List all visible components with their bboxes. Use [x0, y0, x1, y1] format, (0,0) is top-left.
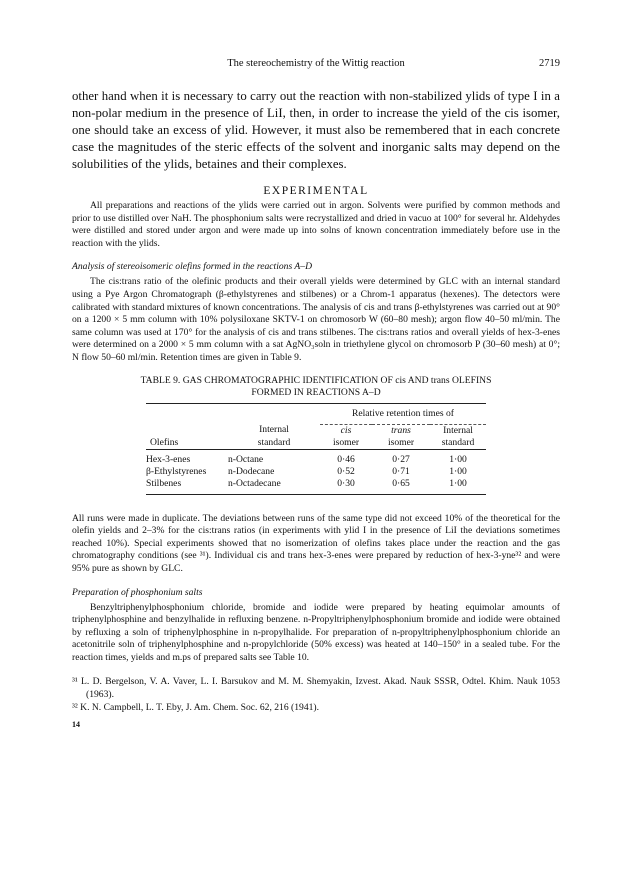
cell-olefin: β-Ethylstyrenes [146, 465, 207, 477]
col-intstd-1: Internal [443, 424, 473, 436]
table-caption-line-2: FORMED IN REACTIONS A–D [251, 386, 381, 398]
col-internal-standard-1: Internal [259, 424, 289, 436]
intro-paragraph: other hand when it is necessary to carry out the reaction with non-stabilized ylids of type I in a non-polar medium in the presence of LiI, then, in order to increase the yield of the cis isomer, one should take an excess of ylid. However, it must also be remembered that in each concrete case the magnitudes of the steric effects of the solvent and inorganic salts may depend on the solubilities of the ylids, betaines and their complexes. [72, 89, 560, 171]
cell-cis: 0·46 [337, 453, 355, 465]
experimental-heading: EXPERIMENTAL [263, 185, 369, 197]
running-title: The stereochemistry of the Wittig reaction [227, 58, 405, 69]
col-cis-1: cis [340, 424, 352, 436]
page-number: 2719 [539, 58, 560, 69]
table-caption [106, 375, 526, 399]
col-trans-2: isomer [387, 436, 415, 448]
col-internal-standard-2: standard [257, 436, 291, 448]
cell-trans: 0·71 [392, 465, 410, 477]
table-9 [72, 375, 560, 495]
footnote-32: ³² K. N. Campbell, L. T. Eby, J. Am. Chem. Soc. 62, 216 (1941). [72, 701, 320, 713]
table-group-header: Relative retention times of [351, 407, 455, 419]
table-caption-line-1: TABLE 9. GAS CHROMATOGRAPHIC IDENTIFICATION OF cis AND trans OLEFINS [140, 374, 492, 386]
cell-internal: 1·00 [449, 465, 467, 477]
footnotes [72, 676, 560, 714]
signature-mark: 14 [72, 720, 80, 730]
table-row [146, 478, 486, 490]
col-trans-1: trans [391, 424, 411, 436]
cell-olefin: Stilbenes [146, 477, 182, 489]
runs-paragraph: All runs were made in duplicate. The deviations between runs of the same type did not exceed 10% of the theoretical for the olefin yields and 2–3% for the cis:trans ratios (in experiments with ylid I in the presence of LiI the deviations sometimes reached 10%). Special experiments showed that no isomerization of olefins takes place under the reaction and the gas chromatography conditions (see ³¹). Individual cis and trans hex-3-enes were prepared by reduction of hex-3-yne³² and were 95% pure as shown by GLC. [72, 512, 560, 574]
cell-standard: n-Octadecane [228, 477, 281, 489]
table-row [146, 466, 486, 478]
journal-page [72, 58, 560, 729]
footnote-31: ³¹ L. D. Bergelson, V. A. Vaver, L. I. Barsukov and M. M. Shemyakin, Izvest. Akad. Nauk SSSR, Odtel. Khim. Nauk 1053 (1963). [72, 676, 560, 701]
col-olefins: Olefins [150, 436, 179, 448]
analysis-paragraph: The cis:trans ratio of the olefinic products and their overall yields were determined by GLC with an internal standard using a Pye Argon Chromatograph (β-ethylstyrenes and stilbenes) or a Chrom-1 apparatus (hexenes). The detectors were calibrated with standard mixtures of known concentrations. The analysis of cis and trans β-ethylstyrenes was carried out at 90° on a 1200 × 5 mm column with 10% polysiloxane SKTV-1 on chromosorb W (60–80 mesh); argon flow 40–50 ml/min. The same column was used at 170° for the analysis of cis and trans stilbenes. The cis:trans ratios and overall yields of hex-3-enes were determined on a 2000 × 5 mm column with a sat AgNO₃soln in triethylene glycol on chromosorb P (30–60 mesh) at 0°; N flow 50–60 ml/min. Retention times are given in Table 9. [72, 276, 560, 363]
cell-cis: 0·52 [337, 465, 355, 477]
col-cis-2: isomer [332, 436, 360, 448]
running-head [72, 58, 560, 74]
cell-trans: 0·65 [392, 477, 410, 489]
cell-olefin: Hex-3-enes [146, 453, 191, 465]
cell-cis: 0·30 [337, 477, 355, 489]
retention-table [146, 403, 486, 495]
phosphonium-heading: Preparation of phosphonium salts [72, 586, 203, 598]
table-row [146, 454, 486, 466]
analysis-heading: Analysis of stereoisomeric olefins formed in the reactions A–D [72, 261, 312, 273]
cell-trans: 0·27 [392, 453, 410, 465]
cell-standard: n-Dodecane [228, 465, 275, 477]
cell-internal: 1·00 [449, 477, 467, 489]
col-intstd-2: standard [441, 436, 475, 448]
phosphonium-paragraph: Benzyltriphenylphosphonium chloride, bromide and iodide were prepared by heating equimolar amounts of triphenylphosphine and benzylhalide in refluxing benzene. n-Propyltriphenylphosphonium bromide and iodide were obtained by refluxing a soln of triphenylphosphine in n-propylhalide. For preparation of n-propyltriphenylphosphonium chloride an acetonitrile soln of triphenylphosphine and n-propylchloride (50% excess) was heated at 140–150° in a sealed tube. For the reaction times, yields and m.ps of prepared salts see Table 10. [72, 601, 560, 663]
experimental-paragraph: All preparations and reactions of the ylids were carried out in argon. Solvents were purified by common methods and prior to use distilled over NaH. The phosphonium salts were recrystallized and dried in vacuo at 100° for several hr. Aldehydes were distilled and stored under argon and were made up into solns of known concentration immediately before use in the reaction with the ylids. [72, 200, 560, 249]
cell-internal: 1·00 [449, 453, 467, 465]
cell-standard: n-Octane [228, 453, 264, 465]
